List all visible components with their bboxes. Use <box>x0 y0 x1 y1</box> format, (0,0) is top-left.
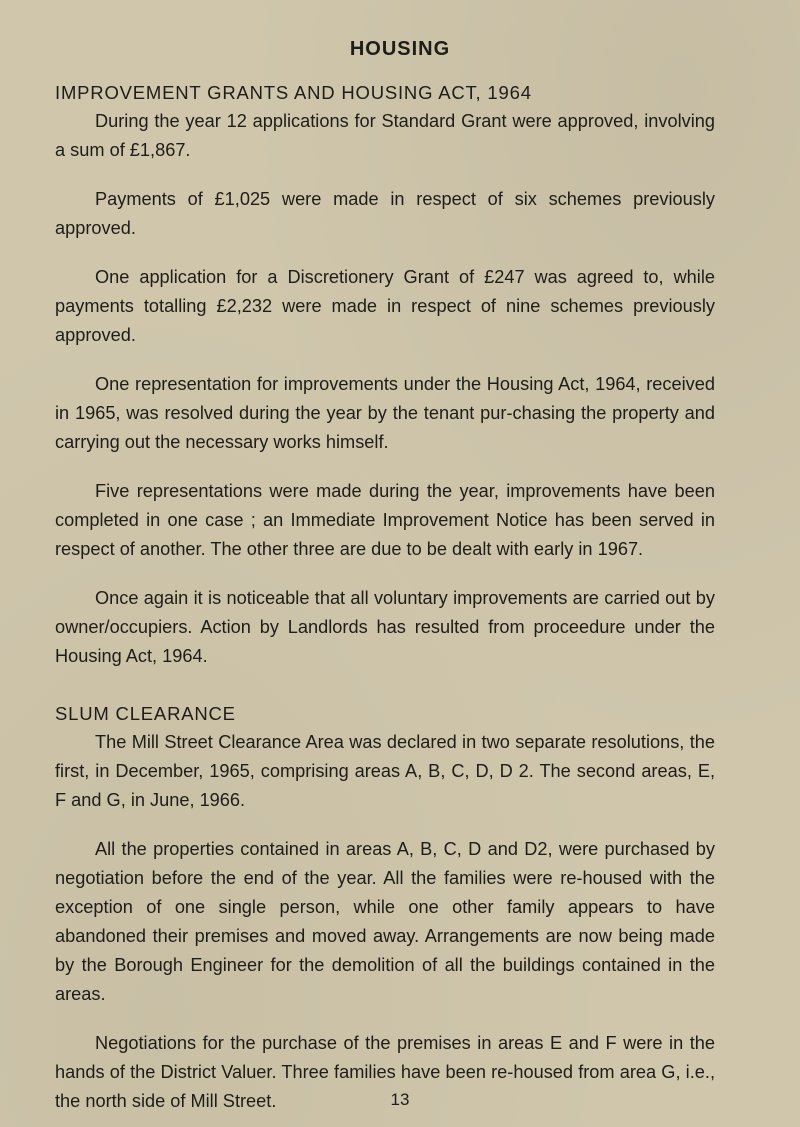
paragraph: One application for a Discretionery Grant of £247 was agreed to, while payments totalling £2,232 were made in respect of nine schemes previously approved. <box>55 267 715 345</box>
paragraph: Negotiations for the purchase of the premises in areas E and F were in the hands of the District Valuer. Three families have been re-housed from area G, i.e., the north side of Mill Street. <box>55 1033 715 1111</box>
page-title: HOUSING <box>349 38 451 60</box>
paragraph: During the year 12 applications for Standard Grant were approved, involving a sum of £1,867. <box>55 111 715 160</box>
paragraph: The Mill Street Clearance Area was declared in two separate resolutions, the first, in December, 1965, comprising areas A, B, C, D, D 2. The second areas, E, F and G, in June, 1966. <box>55 732 715 810</box>
paragraph: Once again it is noticeable that all voluntary improvements are carried out by owner/occupiers. Action by Landlords has resulted from proceedure under the Housing Act, 1964. <box>55 588 715 666</box>
section-heading-improvement-grants: IMPROVEMENT GRANTS AND HOUSING ACT, 1964 <box>55 82 532 103</box>
paragraph: Payments of £1,025 were made in respect of six schemes previously approved. <box>55 189 715 238</box>
paragraph: Five representations were made during the year, improvements have been completed in one case ; an Immediate Improvement Notice has been served in respect of another. The other three are due to be dealt with early in 1967. <box>55 481 715 559</box>
paragraph: All the properties contained in areas A, B, C, D and D2, were purchased by negotiation before the end of the year. All the families were re-housed with the exception of one single person, while one other family appears to have abandoned their premises and moved away. Arrangements are now being made by the Borough Engineer for the demolition of all the buildings contained in the areas. <box>55 839 715 1004</box>
page-number: 13 <box>390 1090 410 1109</box>
paragraph: One representation for improvements under the Housing Act, 1964, received in 1965, was resolved during the year by the tenant pur-chasing the property and carrying out the necessary works himself. <box>55 374 715 452</box>
section-heading-slum-clearance: SLUM CLEARANCE <box>55 703 236 724</box>
document-body <box>55 78 715 1116</box>
